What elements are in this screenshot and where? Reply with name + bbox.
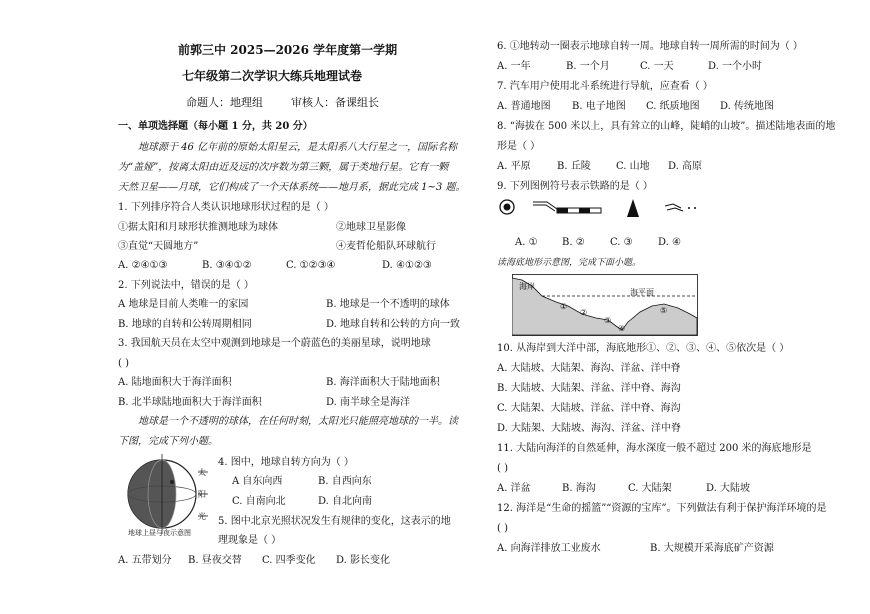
item: ①据太阳和月球形状推测地球为球体	[118, 222, 278, 233]
sea-level-label: 海平面	[630, 288, 654, 297]
question-stem: 2. 下列说法中，错误的是（ ）	[118, 280, 254, 291]
label-3: ③	[604, 316, 612, 325]
option-d[interactable]: D. 大陆架、大陆坡、海沟、洋盆、洋中脊	[497, 423, 682, 434]
option-d[interactable]: D. 传统地图	[720, 101, 775, 112]
passage-line: 为“盖娅”，按离太阳由近及远的次序数为第三颗，属于类地行星。它有一颗	[118, 162, 449, 173]
option-a[interactable]: A. 普通地图	[497, 101, 551, 112]
option-b[interactable]: B. 电子地图	[572, 101, 626, 112]
option-a[interactable]: A. 五带划分	[118, 555, 172, 566]
option-b[interactable]: B. 大规模开采海底矿产资源	[650, 543, 774, 554]
option-a[interactable]: A. 陆地面积大于海洋面积	[118, 377, 232, 388]
question-stem: 6. ①地转动一圈表示地球自转一周。地球自转一周所需的时间为（ ）	[497, 41, 803, 52]
author-line: 命题人：地理组 审核人：备课组长	[186, 96, 379, 109]
question-stem-cont: 形是（ ）	[497, 141, 541, 152]
map-symbols	[497, 196, 717, 220]
figure-caption: 地球上昼与夜示意图	[128, 529, 191, 537]
option-b[interactable]: B. 一个月	[566, 61, 610, 72]
option-b[interactable]: B. 昼夜交替	[188, 555, 242, 566]
label-1: ①	[560, 302, 568, 311]
figure-label: 阳	[198, 490, 206, 499]
label-4: ④	[618, 324, 626, 333]
passage-line: 读海底地形示意图，完成下面小题。	[497, 258, 642, 268]
exam-title: 七年级第二次学识大练兵地理试卷	[182, 69, 363, 83]
option-b[interactable]: B. ③④①②	[202, 260, 252, 271]
question-stem: 12. 海洋是“生命的摇篮”“资源的宝库”。下列做法有利于保护海洋环境的是	[497, 503, 827, 514]
option-c[interactable]: B. 北半球陆地面积大于海洋面积	[118, 397, 262, 408]
option-c[interactable]: B. 地球的自转和公转周期相同	[118, 319, 252, 330]
option-b[interactable]: B. 地球是一个不透明的球体	[326, 299, 450, 310]
option-b[interactable]: B. 自西向东	[318, 476, 372, 487]
question-stem: 8. “海拔在 500 米以上，具有耸立的山峰，陡峭的山坡”。描述陆地表面的地	[497, 121, 836, 132]
option-d[interactable]: D. ④①②③	[382, 260, 432, 271]
question-stem: 9. 下列图例符号表示铁路的是（ ）	[497, 181, 653, 192]
option-d[interactable]: D. 大陆坡	[706, 483, 751, 494]
option-a[interactable]: A. 大陆坡、大陆架、海沟、洋盆、洋中脊	[497, 363, 681, 374]
coast-label: 海岸	[519, 282, 535, 291]
question-stem: 3. 我国航天员在太空中观测到地球是一个蔚蓝色的美丽星球，说明地球	[118, 338, 431, 349]
option-c[interactable]: C. ③	[610, 237, 633, 248]
option-c[interactable]: C. 四季变化	[262, 555, 316, 566]
question-stem: 4. 图中，地球自转方向为（ ）	[218, 457, 354, 468]
option-a[interactable]: A. 洋盆	[497, 483, 531, 494]
option-c[interactable]: C. 一天	[640, 61, 674, 72]
option-c[interactable]: C. ①②③④	[286, 260, 336, 271]
passage-line: 地球源于 46 亿年前的原始太阳星云，是太阳系八大行星之一，国际名称	[138, 142, 458, 153]
option-d[interactable]: D. 南半球全是海洋	[326, 397, 411, 408]
item: ③直觉“天圆地方”	[118, 241, 199, 252]
option-a[interactable]: A. ①	[515, 237, 538, 248]
option-d[interactable]: D. 自北向南	[318, 496, 373, 507]
option-c[interactable]: C. 纸质地图	[646, 101, 700, 112]
question-stem: 7. 汽车用户使用北斗系统进行导航，应查看（ ）	[497, 81, 713, 92]
figure-label: 光	[198, 512, 206, 521]
option-a[interactable]: A. 一年	[497, 61, 531, 72]
passage-line: 天然卫星——月球，它们构成了一个天体系统——地月系，据此完成 1~3 题。	[118, 182, 466, 193]
option-b[interactable]: B. 海沟	[562, 483, 596, 494]
option-c[interactable]: C. 大陆架、大陆坡、洋盆、洋中脊、海沟	[497, 403, 681, 414]
question-stem: 1. 下列排序符合人类认识地球形状过程的是（ ）	[118, 202, 334, 213]
passage-line: 下图，完成下列小题。	[118, 436, 218, 447]
option-a[interactable]: A. 向海洋排放工业废水	[497, 543, 601, 554]
question-stem: 5. 图中北京光照状况发生有规律的变化，这表示的地	[218, 516, 451, 527]
question-stem-cont: ( )	[118, 358, 129, 369]
option-c[interactable]: C. 山地	[616, 161, 650, 172]
option-b[interactable]: B. 海洋面积大于陆地面积	[326, 377, 440, 388]
option-b[interactable]: B. 丘陵	[557, 161, 591, 172]
question-stem: 10. 从海岸到大洋中部，海底地形①、②、③、④、⑤依次是（ ）	[497, 343, 790, 354]
item: ④麦哲伦船队环球航行	[336, 241, 436, 252]
option-c[interactable]: C. 自南向北	[232, 496, 286, 507]
option-a[interactable]: A 地球是目前人类唯一的家园	[118, 299, 249, 310]
option-d[interactable]: D. ④	[658, 237, 681, 248]
option-a[interactable]: A. 平原	[497, 161, 531, 172]
question-stem: 11. 大陆向海洋的自然延伸，海水深度一般不超过 200 米的海底地形是	[497, 443, 812, 454]
label-5: ⑤	[660, 306, 668, 315]
option-b[interactable]: B. ②	[562, 237, 585, 248]
passage-line: 地球是一个不透明的球体，在任何时刻，太阳光只能照亮地球的一半。读	[138, 416, 458, 427]
option-b[interactable]: B. 大陆坡、大陆架、洋盆、洋中脊、海沟	[497, 383, 681, 394]
option-c[interactable]: C. 大陆架	[628, 483, 672, 494]
question-stem-cont: ( )	[497, 463, 508, 474]
option-a[interactable]: A 自东向西	[232, 476, 283, 487]
item: ②地球卫星影像	[336, 222, 406, 233]
section-heading: 一、单项选择题（每小题 1 分，共 20 分）	[118, 121, 313, 132]
figure-label: 太	[198, 468, 206, 477]
school-title: 前郭三中 2025—2026 学年度第一学期	[178, 43, 398, 57]
question-stem-cont: ( )	[497, 523, 508, 534]
option-d[interactable]: D. 影长变化	[336, 555, 391, 566]
option-d[interactable]: D. 一个小时	[708, 61, 763, 72]
option-a[interactable]: A. ②④①③	[118, 260, 168, 271]
option-d[interactable]: D. 地球自转和公转的方向一致	[326, 319, 461, 330]
option-d[interactable]: D. 高原	[668, 161, 703, 172]
question-stem-cont: 理现象是（ ）	[218, 535, 282, 546]
label-2: ②	[580, 308, 588, 317]
